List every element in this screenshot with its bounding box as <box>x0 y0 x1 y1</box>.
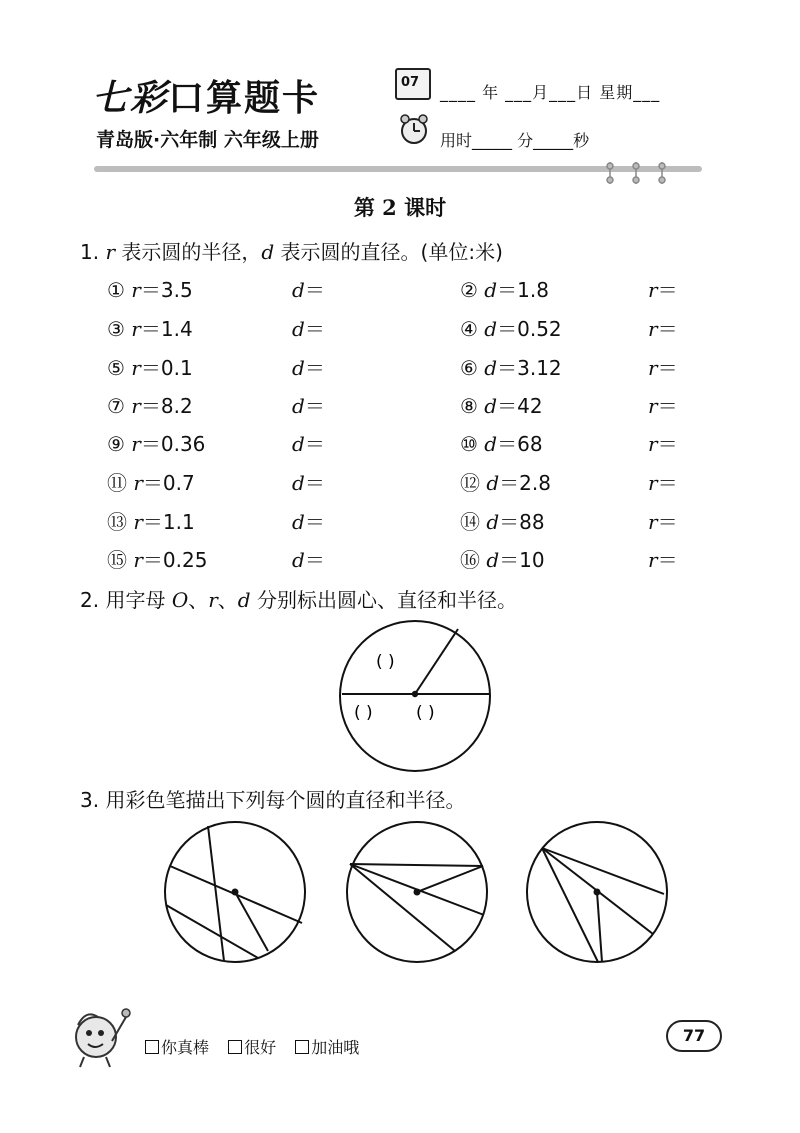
exercise-item: ⑧ d＝42 <box>460 394 543 418</box>
radius-line <box>415 629 458 694</box>
chord-line <box>350 864 483 866</box>
checkbox-icon[interactable] <box>295 1040 309 1054</box>
answer-blank[interactable]: d＝ <box>292 317 325 341</box>
answer-blank[interactable]: r＝ <box>648 394 678 418</box>
answer-blank[interactable]: r＝ <box>648 510 678 534</box>
question-1-prompt: 1. r 表示圆的半径，d 表示圆的直径。(单位:米) <box>80 240 503 264</box>
answer-blank[interactable]: d＝ <box>292 471 325 495</box>
center-answer-bracket[interactable]: ( ) <box>354 703 373 723</box>
radius-answer-bracket[interactable]: ( ) <box>376 652 395 672</box>
chord-line <box>350 864 455 951</box>
checkbox-great[interactable]: 你真棒 <box>145 1038 209 1057</box>
alarm-clock-icon <box>398 113 430 145</box>
checkbox-icon[interactable] <box>145 1040 159 1054</box>
exercise-item: ⑨ r＝0.36 <box>107 432 206 456</box>
calendar-icon: 07 <box>395 68 431 100</box>
radius-line <box>417 866 483 892</box>
answer-blank[interactable]: r＝ <box>648 432 678 456</box>
time-spent-field[interactable]: 用时_____ 分_____秒 <box>440 131 590 150</box>
center-point <box>232 889 239 896</box>
checkbox-keep-trying[interactable]: 加油哦 <box>295 1038 359 1057</box>
center-point <box>594 889 601 896</box>
chord-line <box>166 905 258 958</box>
circle-diagram-1 <box>160 818 310 968</box>
exercise-item: ⑮ r＝0.25 <box>107 548 208 572</box>
exercise-item: ⑩ d＝68 <box>460 432 543 456</box>
mascot-icon <box>68 1003 134 1069</box>
exercise-item: ⑦ r＝8.2 <box>107 394 193 418</box>
question-2-prompt: 2. 用字母 O、r、d 分别标出圆心、直径和半径。 <box>80 588 517 612</box>
answer-blank[interactable]: d＝ <box>292 394 325 418</box>
answer-blank[interactable]: d＝ <box>292 278 325 302</box>
exercise-item: ⑭ d＝88 <box>460 510 545 534</box>
answer-blank[interactable]: r＝ <box>648 548 678 572</box>
center-point <box>412 691 418 697</box>
exercise-item: ⑫ d＝2.8 <box>460 471 551 495</box>
checkbox-icon[interactable] <box>228 1040 242 1054</box>
labeling-circle-diagram <box>330 610 500 782</box>
answer-blank[interactable]: r＝ <box>648 278 678 302</box>
checkbox-good[interactable]: 很好 <box>228 1038 276 1057</box>
center-point <box>414 889 421 896</box>
circle-diagram-2 <box>343 818 493 968</box>
date-field[interactable]: ____ 年 ___月___日 星期___ <box>440 83 661 102</box>
question-3-prompt: 3. 用彩色笔描出下列每个圆的直径和半径。 <box>80 788 466 812</box>
answer-blank[interactable]: r＝ <box>648 317 678 341</box>
self-evaluation <box>145 1035 373 1058</box>
exercise-item: ⑤ r＝0.1 <box>107 356 193 380</box>
exercise-item: ① r＝3.5 <box>107 278 193 302</box>
answer-blank[interactable]: d＝ <box>292 510 325 534</box>
exercise-item: ② d＝1.8 <box>460 278 549 302</box>
exercise-item: ③ r＝1.4 <box>107 317 193 341</box>
answer-blank[interactable]: d＝ <box>292 432 325 456</box>
answer-blank[interactable]: r＝ <box>648 471 678 495</box>
answer-blank[interactable]: r＝ <box>648 356 678 380</box>
circle-diagram-3 <box>522 818 672 968</box>
radius-line <box>597 892 602 962</box>
answer-blank[interactable]: d＝ <box>292 548 325 572</box>
diameter-answer-bracket[interactable]: ( ) <box>416 703 435 723</box>
brand-title: 七彩口算题卡 <box>92 77 321 119</box>
exercise-item: ⑥ d＝3.12 <box>460 356 562 380</box>
exercise-item: ⑪ r＝0.7 <box>107 471 195 495</box>
bead-ornament-icon <box>600 160 680 186</box>
lesson-title: 第 2 课时 <box>353 195 447 220</box>
page-number: 77 <box>666 1020 722 1052</box>
chord-line <box>208 826 224 961</box>
exercise-item: ⑬ r＝1.1 <box>107 510 195 534</box>
exercise-item: ④ d＝0.52 <box>460 317 562 341</box>
answer-blank[interactable]: d＝ <box>292 356 325 380</box>
edition-label: 青岛版·六年制 六年级上册 <box>96 129 319 151</box>
exercise-item: ⑯ d＝10 <box>460 548 545 572</box>
